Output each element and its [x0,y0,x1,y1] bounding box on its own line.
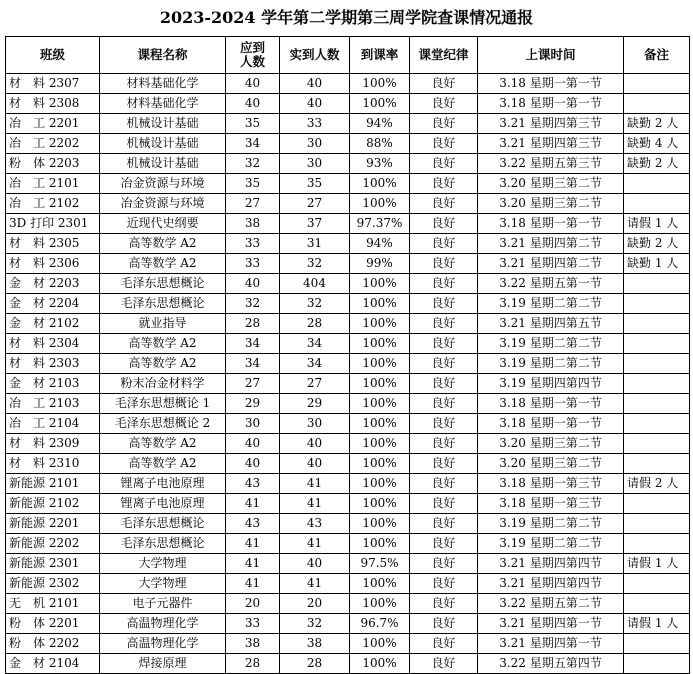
cell-course: 机械设计基础 [100,134,226,154]
cell-expected: 30 [226,414,280,434]
table-row [6,474,690,494]
cell-notes [624,354,690,374]
cell-class: 粉 体 2201 [6,614,100,634]
cell-time: 3.22 星期五第四节 [478,654,624,674]
cell-class: 金 材 2104 [6,654,100,674]
cell-rate: 88% [350,134,410,154]
cell-class: 材 料 2308 [6,94,100,114]
cell-time: 3.21 星期四第四节 [478,554,624,574]
table-row [6,154,690,174]
cell-actual: 32 [280,614,350,634]
cell-course: 近现代史纲要 [100,214,226,234]
table-row [6,514,690,534]
cell-expected: 20 [226,594,280,614]
cell-expected: 33 [226,254,280,274]
table-row [6,114,690,134]
table-row [6,634,690,654]
cell-class: 新能源 2201 [6,514,100,534]
cell-notes: 请假 1 人 [624,614,690,634]
cell-rate: 100% [350,354,410,374]
cell-class: 新能源 2301 [6,554,100,574]
cell-course: 冶金资源与环境 [100,174,226,194]
table-row [6,274,690,294]
cell-discipline: 良好 [410,354,478,374]
cell-time: 3.18 星期一第一节 [478,414,624,434]
cell-rate: 100% [350,454,410,474]
cell-course: 大学物理 [100,554,226,574]
cell-expected: 32 [226,294,280,314]
table-row [6,134,690,154]
cell-discipline: 良好 [410,74,478,94]
cell-time: 3.21 星期四第二节 [478,234,624,254]
cell-discipline: 良好 [410,274,478,294]
cell-discipline: 良好 [410,574,478,594]
cell-actual: 20 [280,594,350,614]
cell-rate: 100% [350,634,410,654]
cell-actual: 34 [280,334,350,354]
cell-course: 高等数学 A2 [100,434,226,454]
cell-actual: 29 [280,394,350,414]
cell-course: 锂离子电池原理 [100,474,226,494]
cell-class: 新能源 2102 [6,494,100,514]
cell-expected: 27 [226,374,280,394]
header-class: 班级 [6,37,100,74]
table-row [6,234,690,254]
cell-time: 3.21 星期四第四节 [478,574,624,594]
cell-discipline: 良好 [410,134,478,154]
cell-actual: 31 [280,234,350,254]
cell-notes [624,574,690,594]
header-course: 课程名称 [100,37,226,74]
cell-actual: 33 [280,114,350,134]
cell-notes [624,174,690,194]
cell-notes [624,94,690,114]
cell-time: 3.19 星期二第二节 [478,514,624,534]
cell-class: 冶 工 2103 [6,394,100,414]
table-row [6,74,690,94]
cell-actual: 40 [280,454,350,474]
cell-time: 3.20 星期三第二节 [478,454,624,474]
table-row [6,394,690,414]
cell-notes: 缺勤 4 人 [624,134,690,154]
cell-rate: 94% [350,234,410,254]
cell-actual: 41 [280,474,350,494]
cell-time: 3.20 星期三第二节 [478,194,624,214]
cell-actual: 43 [280,514,350,534]
cell-rate: 100% [350,94,410,114]
cell-expected: 40 [226,74,280,94]
cell-notes: 缺勤 2 人 [624,154,690,174]
cell-expected: 43 [226,514,280,534]
cell-notes: 缺勤 2 人 [624,114,690,134]
cell-course: 电子元器件 [100,594,226,614]
cell-time: 3.22 星期五第二节 [478,594,624,614]
table-row [6,414,690,434]
cell-notes [624,454,690,474]
cell-expected: 38 [226,214,280,234]
table-row [6,194,690,214]
cell-class: 无 机 2101 [6,594,100,614]
table-row [6,594,690,614]
cell-notes [624,594,690,614]
cell-actual: 35 [280,174,350,194]
cell-expected: 41 [226,554,280,574]
cell-time: 3.19 星期二第二节 [478,354,624,374]
header-notes: 备注 [624,37,690,74]
cell-class: 材 料 2304 [6,334,100,354]
cell-rate: 100% [350,414,410,434]
cell-class: 金 材 2103 [6,374,100,394]
cell-notes: 缺勤 1 人 [624,254,690,274]
cell-actual: 28 [280,654,350,674]
cell-course: 毛泽东思想概论 [100,534,226,554]
cell-rate: 100% [350,294,410,314]
cell-actual: 30 [280,154,350,174]
cell-rate: 100% [350,534,410,554]
cell-course: 毛泽东思想概论 1 [100,394,226,414]
cell-expected: 33 [226,234,280,254]
cell-course: 粉末冶金材料学 [100,374,226,394]
cell-actual: 41 [280,494,350,514]
cell-expected: 40 [226,454,280,474]
cell-time: 3.21 星期四第一节 [478,634,624,654]
cell-time: 3.21 星期四第五节 [478,314,624,334]
table-row [6,614,690,634]
cell-class: 材 料 2309 [6,434,100,454]
cell-rate: 100% [350,174,410,194]
cell-notes [624,294,690,314]
cell-course: 锂离子电池原理 [100,494,226,514]
cell-expected: 40 [226,274,280,294]
cell-expected: 41 [226,574,280,594]
cell-class: 材 料 2310 [6,454,100,474]
cell-class: 材 料 2306 [6,254,100,274]
cell-rate: 100% [350,474,410,494]
cell-expected: 40 [226,94,280,114]
cell-rate: 96.7% [350,614,410,634]
cell-discipline: 良好 [410,114,478,134]
table-row [6,254,690,274]
table-row [6,534,690,554]
cell-actual: 32 [280,254,350,274]
table-row [6,574,690,594]
cell-time: 3.22 星期五第一节 [478,274,624,294]
cell-notes [624,74,690,94]
cell-course: 高等数学 A2 [100,334,226,354]
header-discipline: 课堂纪律 [410,37,478,74]
cell-expected: 34 [226,134,280,154]
cell-course: 大学物理 [100,574,226,594]
cell-notes: 请假 2 人 [624,474,690,494]
cell-time: 3.18 星期一第三节 [478,494,624,514]
cell-time: 3.20 星期三第二节 [478,434,624,454]
cell-actual: 30 [280,134,350,154]
cell-notes [624,654,690,674]
cell-expected: 34 [226,354,280,374]
cell-discipline: 良好 [410,214,478,234]
cell-expected: 43 [226,474,280,494]
cell-class: 金 材 2203 [6,274,100,294]
cell-class: 新能源 2202 [6,534,100,554]
cell-notes: 请假 1 人 [624,214,690,234]
cell-time: 3.21 星期四第三节 [478,114,624,134]
header-rate: 到课率 [350,37,410,74]
table-row [6,494,690,514]
table-row [6,334,690,354]
cell-class: 新能源 2101 [6,474,100,494]
cell-time: 3.21 星期四第二节 [478,254,624,274]
cell-time: 3.18 星期一第一节 [478,394,624,414]
cell-notes [624,634,690,654]
cell-discipline: 良好 [410,514,478,534]
cell-actual: 404 [280,274,350,294]
cell-course: 冶金资源与环境 [100,194,226,214]
header-actual: 实到人数 [280,37,350,74]
cell-actual: 30 [280,414,350,434]
cell-actual: 37 [280,214,350,234]
cell-rate: 100% [350,74,410,94]
cell-discipline: 良好 [410,174,478,194]
header-expected-label: 应到人数 [239,40,265,69]
cell-rate: 100% [350,194,410,214]
cell-rate: 94% [350,114,410,134]
cell-actual: 40 [280,554,350,574]
table-row [6,174,690,194]
cell-discipline: 良好 [410,234,478,254]
cell-discipline: 良好 [410,434,478,454]
cell-notes [624,314,690,334]
cell-expected: 29 [226,394,280,414]
cell-time: 3.18 星期一第三节 [478,474,624,494]
cell-class: 冶 工 2101 [6,174,100,194]
cell-course: 就业指导 [100,314,226,334]
cell-time: 3.19 星期二第二节 [478,334,624,354]
cell-actual: 41 [280,574,350,594]
cell-expected: 40 [226,434,280,454]
cell-actual: 40 [280,74,350,94]
cell-discipline: 良好 [410,494,478,514]
cell-course: 高等数学 A2 [100,234,226,254]
cell-discipline: 良好 [410,374,478,394]
cell-discipline: 良好 [410,314,478,334]
table-row [6,454,690,474]
cell-time: 3.20 星期三第二节 [478,174,624,194]
cell-notes [624,334,690,354]
cell-time: 3.18 星期一第一节 [478,74,624,94]
table-row [6,214,690,234]
cell-rate: 97.37% [350,214,410,234]
cell-class: 金 材 2102 [6,314,100,334]
header-expected [226,37,280,74]
table-row [6,94,690,114]
cell-expected: 41 [226,494,280,514]
cell-discipline: 良好 [410,554,478,574]
cell-rate: 97.5% [350,554,410,574]
cell-course: 高温物理化学 [100,634,226,654]
cell-discipline: 良好 [410,454,478,474]
cell-notes [624,374,690,394]
cell-course: 机械设计基础 [100,154,226,174]
table-row [6,554,690,574]
cell-class: 粉 体 2203 [6,154,100,174]
header-time: 上课时间 [478,37,624,74]
table-row [6,654,690,674]
cell-expected: 34 [226,334,280,354]
cell-expected: 35 [226,114,280,134]
cell-expected: 28 [226,654,280,674]
cell-class: 粉 体 2202 [6,634,100,654]
cell-discipline: 良好 [410,334,478,354]
attendance-table [5,36,690,674]
cell-time: 3.19 星期二第二节 [478,294,624,314]
cell-class: 材 料 2307 [6,74,100,94]
cell-time: 3.21 星期四第三节 [478,134,624,154]
cell-rate: 100% [350,594,410,614]
cell-class: 材 料 2303 [6,354,100,374]
cell-notes [624,514,690,534]
cell-course: 材料基础化学 [100,94,226,114]
cell-actual: 32 [280,294,350,314]
cell-actual: 41 [280,534,350,554]
cell-discipline: 良好 [410,394,478,414]
cell-course: 焊接原理 [100,654,226,674]
cell-course: 高等数学 A2 [100,454,226,474]
cell-rate: 100% [350,394,410,414]
cell-course: 毛泽东思想概论 2 [100,414,226,434]
cell-discipline: 良好 [410,154,478,174]
table-row [6,374,690,394]
cell-course: 高温物理化学 [100,614,226,634]
cell-discipline: 良好 [410,254,478,274]
cell-discipline: 良好 [410,534,478,554]
cell-time: 3.21 星期四第一节 [478,614,624,634]
cell-expected: 32 [226,154,280,174]
cell-class: 冶 工 2104 [6,414,100,434]
cell-actual: 40 [280,94,350,114]
cell-actual: 38 [280,634,350,654]
cell-actual: 27 [280,374,350,394]
cell-actual: 27 [280,194,350,214]
cell-discipline: 良好 [410,634,478,654]
cell-expected: 38 [226,634,280,654]
cell-notes [624,274,690,294]
cell-discipline: 良好 [410,594,478,614]
cell-discipline: 良好 [410,414,478,434]
cell-expected: 35 [226,174,280,194]
cell-discipline: 良好 [410,294,478,314]
cell-class: 新能源 2302 [6,574,100,594]
cell-time: 3.19 星期二第二节 [478,534,624,554]
table-row [6,434,690,454]
cell-rate: 100% [350,334,410,354]
cell-notes [624,434,690,454]
cell-notes [624,494,690,514]
cell-expected: 41 [226,534,280,554]
cell-course: 毛泽东思想概论 [100,274,226,294]
cell-class: 冶 工 2102 [6,194,100,214]
cell-discipline: 良好 [410,654,478,674]
cell-expected: 28 [226,314,280,334]
report-title: 2023-2024 学年第二学期第三周学院查课情况通报 [159,8,534,27]
cell-rate: 100% [350,654,410,674]
cell-actual: 28 [280,314,350,334]
cell-notes [624,414,690,434]
cell-notes: 缺勤 2 人 [624,234,690,254]
cell-class: 冶 工 2201 [6,114,100,134]
cell-actual: 40 [280,434,350,454]
cell-course: 机械设计基础 [100,114,226,134]
cell-actual: 34 [280,354,350,374]
cell-rate: 100% [350,434,410,454]
cell-discipline: 良好 [410,194,478,214]
cell-discipline: 良好 [410,614,478,634]
cell-rate: 100% [350,574,410,594]
cell-course: 高等数学 A2 [100,254,226,274]
cell-expected: 27 [226,194,280,214]
cell-rate: 100% [350,494,410,514]
cell-course: 毛泽东思想概论 [100,514,226,534]
cell-course: 毛泽东思想概论 [100,294,226,314]
cell-class: 金 材 2204 [6,294,100,314]
header-row [6,37,690,74]
table-row [6,294,690,314]
cell-rate: 99% [350,254,410,274]
cell-time: 3.18 星期一第一节 [478,94,624,114]
table-row [6,314,690,334]
cell-rate: 100% [350,514,410,534]
cell-discipline: 良好 [410,94,478,114]
cell-time: 3.18 星期一第一节 [478,214,624,234]
table-row [6,354,690,374]
cell-course: 高等数学 A2 [100,354,226,374]
cell-rate: 100% [350,314,410,334]
cell-rate: 100% [350,374,410,394]
cell-course: 材料基础化学 [100,74,226,94]
cell-notes [624,394,690,414]
cell-notes: 请假 1 人 [624,554,690,574]
cell-class: 冶 工 2202 [6,134,100,154]
cell-notes [624,194,690,214]
cell-rate: 93% [350,154,410,174]
cell-notes [624,534,690,554]
cell-class: 材 料 2305 [6,234,100,254]
cell-time: 3.19 星期四第四节 [478,374,624,394]
cell-rate: 100% [350,274,410,294]
cell-discipline: 良好 [410,474,478,494]
cell-class: 3D 打印 2301 [6,214,100,234]
cell-time: 3.22 星期五第三节 [478,154,624,174]
cell-expected: 33 [226,614,280,634]
